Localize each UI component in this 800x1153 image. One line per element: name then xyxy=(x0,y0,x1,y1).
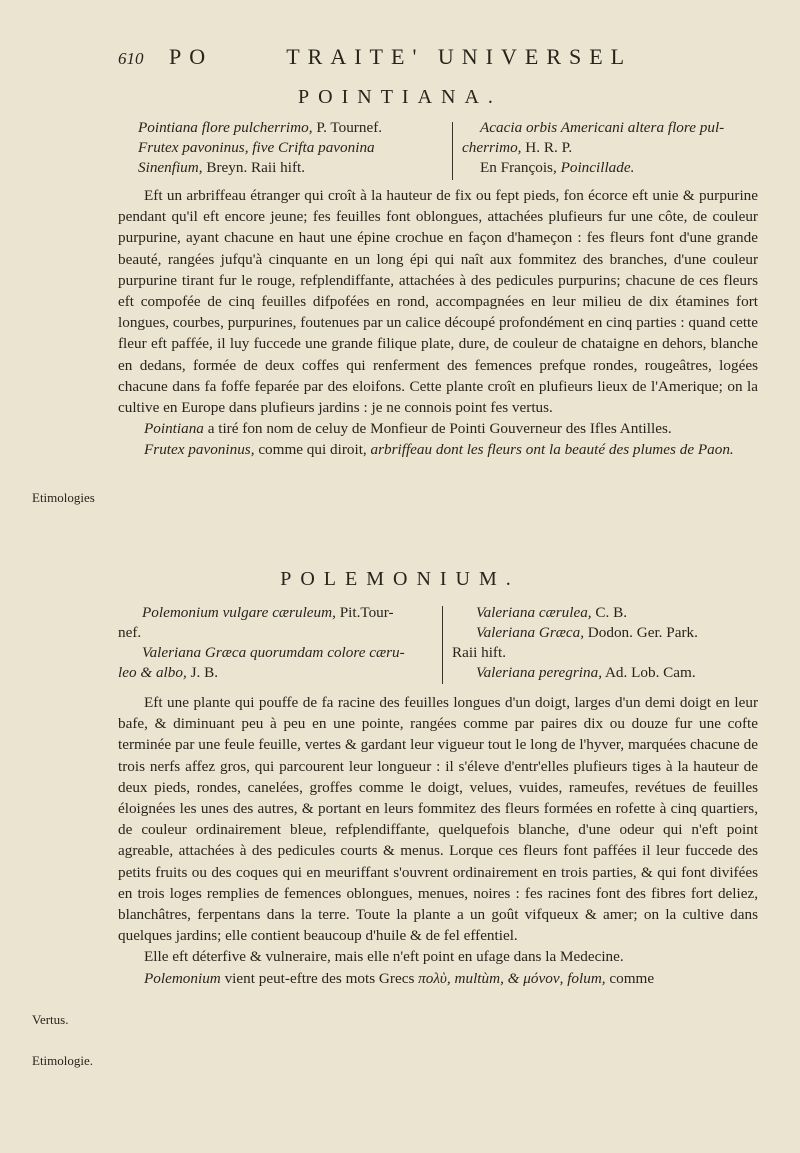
polemonium-description xyxy=(118,692,758,989)
vertus-paragraph: Elle eft déterfive & vulneraire, mais elle n'eft point en ufage dans la Medecine. xyxy=(144,948,624,966)
section-title-pointiana: POINTIANA. xyxy=(298,86,502,108)
synonym-line: Valeriana cærulea, C. B. xyxy=(476,604,628,621)
synonym-line: Valeriana peregrina, Ad. Lob. Cam. xyxy=(476,664,696,681)
synonyms-right-polemonium xyxy=(452,603,772,683)
synonyms-left-pointiana xyxy=(138,118,448,178)
margin-note-vertus: Vertus. xyxy=(32,1012,69,1027)
description-paragraph: Eft une plante qui pouffe de fa racine des feuilles longues d'un doigt, larges d'un demi doigt en leur bafe, & diminuant peu à peu en une pointe, rangées comme par paires dix ou douze fur une cofte terminée par une feule feuille, vertes & gardant leur vigueur tout le long de l'hyver, marquées chacune de trois nerfs affez gros, qui parcourent leur longueur : il s'éleve d'entr'elles plufieurs tiges à la hauteur de deux pieds, rondes, canelées, groffes comme le doigt, velues, vuides, rameufes, revétues de feuilles éloignées les unes des autres, & portant en leurs fommitez des fleurs formées en rofette à cinq quartiers, de couleur ordinairement bleue, refplendiffante, quelquefois blanche, d'une odeur qui n'eft point agreable, attachées à des pedicules courts & menus. Lorque ces fleurs font paffées il leur fuccede des petits fruits ou des coques qui en meuriffant s'ouvrent ordinairement en trois parties, & qui font divifées en trois loges remplies de femences oblongues, menues, noires : fes racines font des fibres fort deliez, blanchâtres, ferpentans dans la terre. Toute la plante a un goût vifqueux & amer; on la cultive dans quelques jardins; elle contient beaucoup d'huile & de fel effentiel. xyxy=(118,694,758,945)
synonyms-right-pointiana xyxy=(462,118,772,178)
running-header xyxy=(118,44,678,70)
margin-note-etimologies: Etimologies xyxy=(32,490,95,505)
synonym-line: leo & albo, J. B. xyxy=(118,664,218,681)
description-paragraph: Eft un arbriffeau étranger qui croît à la hauteur de fix ou fept pieds, fon écorce eft unie & purpurine pendant qu'il eft encore jeune; fes feuilles font oblongues, attachées plufieurs fur une côte, de couleur purpurine, ayant chacune en haut une épine crochue en façon d'hameçon : fes fleurs font d'une grande beauté, rangées jufqu'à cinquante en un long épi qui naît aux fommitez des branches, d'une couleur purpurine tirant fur le rouge, refplendiffante, attachées à des pedicules purpurins; chacune de ces fleurs eft compofée de cinq feuilles difpofées en rond, accompagnées en leur milieu de dix étamines fort longues, courbes, purpurines, foutenues par un calice découpé profondément en cinq parties : quand cette fleur eft paffée, il luy fuccede une grande filique plate, dure, de couleur de chataigne en dehors, blanche en dedans, formée de deux coffes qui renferment des femences prefque rondes, rougeâtres, logées chacune dans fa foffe feparée par des eloifons. Cette plante croît en plufieurs lieux de l'Amerique; on la cultive en Europe dans plufieurs jardins : je ne connois point fes vertus. xyxy=(118,187,758,417)
synonym-line: Valeriana Græca, Dodon. Ger. Park. xyxy=(476,624,698,641)
etymology-paragraph: Polemonium vient peut-eftre des mots Grecs πολὺ, multùm, & μόνον, folum, comme xyxy=(144,969,655,987)
running-head-right: TRAITE' UNIVERSEL xyxy=(286,44,633,69)
synonyms-left-polemonium xyxy=(118,603,438,683)
synonym-line: Polemonium vulgare cæruleum, Pit.Tour- xyxy=(142,604,394,621)
pointiana-description xyxy=(118,185,758,461)
running-head-left: PO xyxy=(169,44,214,69)
synonym-line: Acacia orbis Americani altera flore pul- xyxy=(480,119,725,136)
synonym-line: Sinenfium, Breyn. Raii hift. xyxy=(138,159,306,176)
column-rule xyxy=(442,606,443,684)
margin-note-etimologie: Etimologie. xyxy=(32,1053,94,1068)
synonym-line: Pointiana flore pulcherrimo, P. Tournef. xyxy=(138,119,383,136)
etymology-paragraph: Pointiana a tiré fon nom de celuy de Monfieur de Pointi Gouverneur des Ifles Antilles. xyxy=(144,420,672,438)
page-number: 610 xyxy=(118,49,144,68)
etymology-paragraph-2: Frutex pavoninus, comme qui diroit, arbriffeau dont les fleurs ont la beauté des plumes de Paon. xyxy=(144,441,734,459)
section-title-polemonium: POLEMONIUM. xyxy=(280,568,520,590)
synonym-line: nef. xyxy=(118,624,142,641)
column-rule xyxy=(452,122,453,180)
synonym-line: Raii hift. xyxy=(452,644,506,661)
synonym-line: cherrimo, H. R. P. xyxy=(462,139,573,156)
synonym-line: En François, Poincillade. xyxy=(480,159,635,176)
synonym-line: Valeriana Græca quorumdam colore cæru- xyxy=(142,644,405,661)
synonym-line: Frutex pavoninus, five Crifta pavonina xyxy=(138,139,375,156)
